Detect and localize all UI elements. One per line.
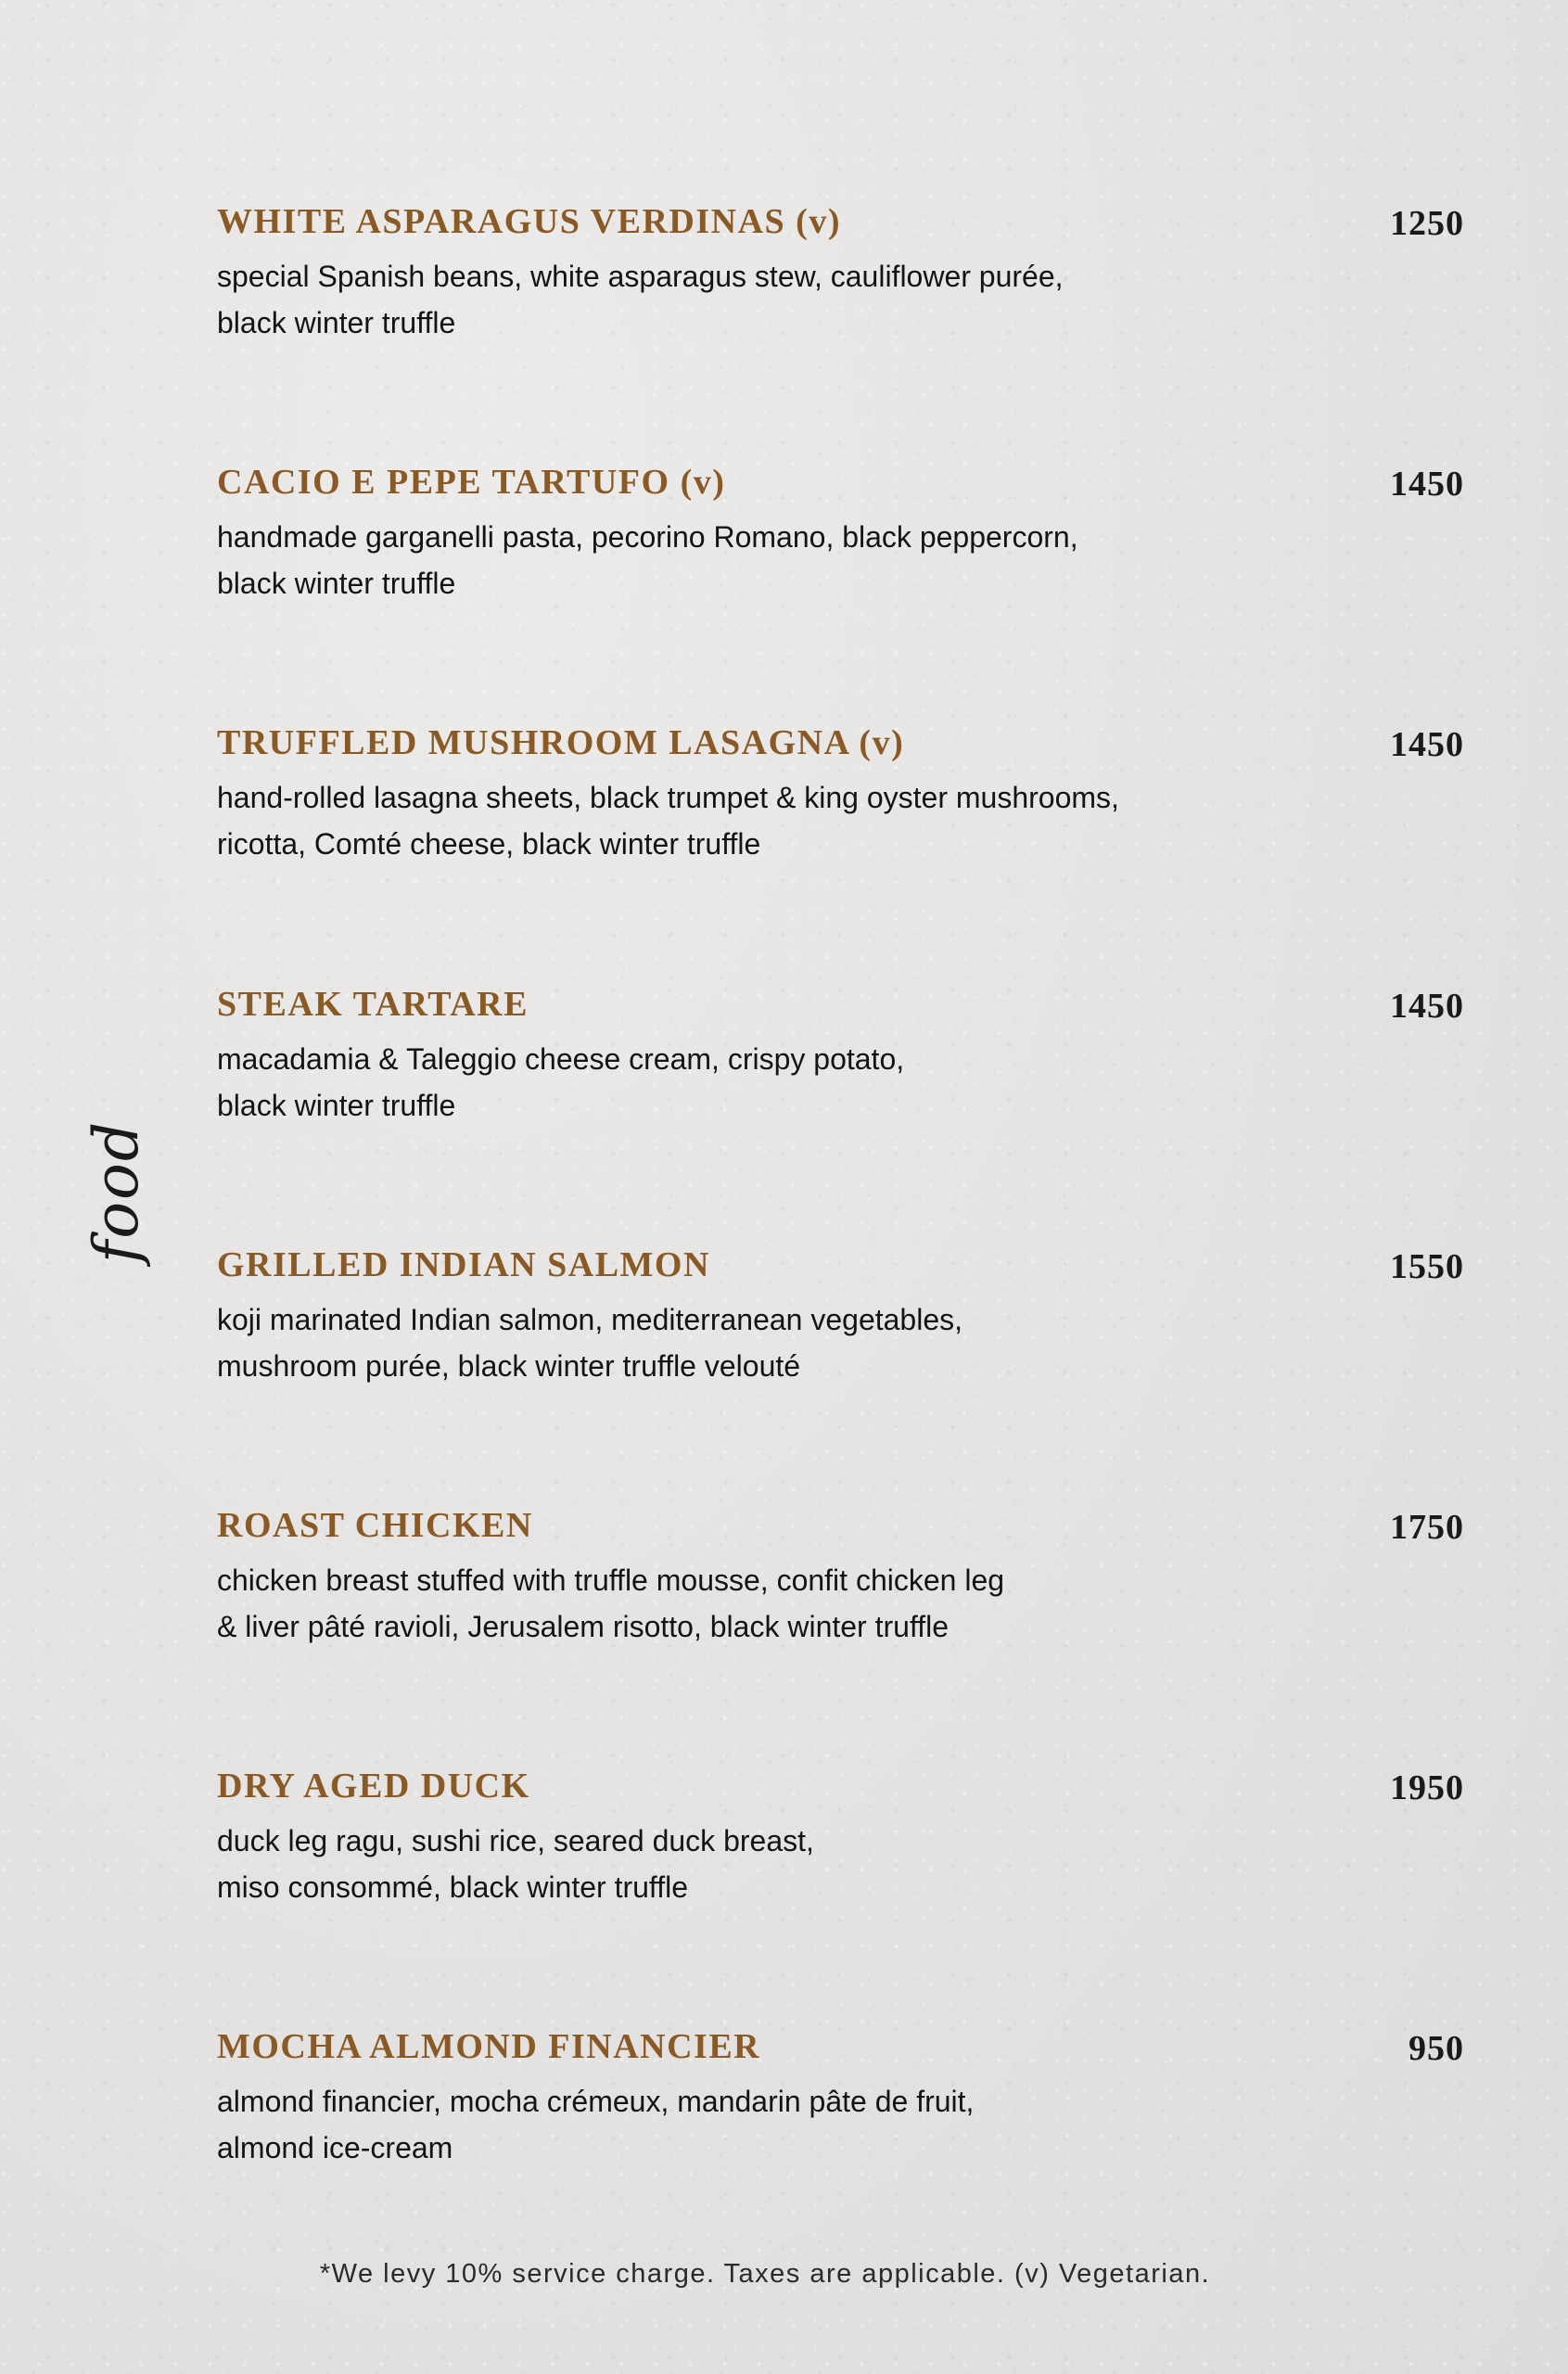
item-name: MOCHA ALMOND FINANCIER xyxy=(217,2027,761,2066)
item-price: 1250 xyxy=(1390,204,1464,243)
item-description xyxy=(217,2078,974,2171)
item-description-line: handmade garganelli pasta, pecorino Romano, black peppercorn, xyxy=(217,520,1078,554)
item-name: DRY AGED DUCK xyxy=(217,1767,530,1806)
item-description xyxy=(217,514,1078,606)
item-description-line: koji marinated Indian salmon, mediterranean vegetables, xyxy=(217,1303,963,1336)
item-description xyxy=(217,774,1119,867)
item-name: STEAK TARTARE xyxy=(217,985,529,1024)
item-description-line: hand-rolled lasagna sheets, black trumpet & king oyster mushrooms, xyxy=(217,781,1119,814)
item-description xyxy=(217,253,1064,346)
item-price: 1950 xyxy=(1390,1768,1464,1807)
item-price: 1450 xyxy=(1390,725,1464,764)
item-description-line: mushroom purée, black winter truffle velouté xyxy=(217,1349,801,1383)
section-label-food: food xyxy=(80,1119,152,1264)
item-description-line: & liver pâté ravioli, Jerusalem risotto, black winter truffle xyxy=(217,1610,950,1643)
item-description-line: black winter truffle xyxy=(217,1089,456,1122)
service-charge-footnote: *We levy 10% service charge. Taxes are applicable. (v) Vegetarian. xyxy=(319,2259,1211,2289)
item-description-line: chicken breast stuffed with truffle mousse, confit chicken leg xyxy=(217,1564,1005,1597)
item-price: 1450 xyxy=(1390,465,1464,504)
item-name: CACIO E PEPE TARTUFO (v) xyxy=(217,463,726,502)
item-description-line: black winter truffle xyxy=(217,567,456,600)
item-name: TRUFFLED MUSHROOM LASAGNA (v) xyxy=(217,723,905,762)
item-description-line: macadamia & Taleggio cheese cream, crispy potato, xyxy=(217,1042,905,1076)
menu-item xyxy=(217,1505,1464,1691)
menu-item xyxy=(217,1766,1464,1951)
item-description xyxy=(217,1818,814,1910)
item-name: GRILLED INDIAN SALMON xyxy=(217,1245,710,1284)
item-description xyxy=(217,1296,962,1389)
menu-item xyxy=(217,984,1464,1169)
item-description xyxy=(217,1557,1004,1650)
item-price: 1450 xyxy=(1390,987,1464,1026)
item-description-line: miso consommé, black winter truffle xyxy=(217,1870,689,1904)
item-price: 1750 xyxy=(1390,1508,1464,1547)
item-price: 1550 xyxy=(1390,1247,1464,1286)
item-description-line: ricotta, Comté cheese, black winter truffle xyxy=(217,827,761,861)
menu-item xyxy=(217,2026,1464,2212)
item-description-line: black winter truffle xyxy=(217,306,456,339)
menu-item xyxy=(217,462,1464,647)
menu-item xyxy=(217,1244,1464,1430)
item-name: WHITE ASPARAGUS VERDINAS (v) xyxy=(217,202,841,241)
item-description xyxy=(217,1036,904,1129)
item-description-line: almond ice-cream xyxy=(217,2131,453,2164)
menu-item xyxy=(217,201,1464,387)
item-price: 950 xyxy=(1409,2029,1464,2068)
menu-item xyxy=(217,722,1464,908)
item-description-line: almond financier, mocha crémeux, mandarin pâte de fruit, xyxy=(217,2085,975,2118)
item-description-line: special Spanish beans, white asparagus stew, cauliflower purée, xyxy=(217,260,1064,293)
item-description-line: duck leg ragu, sushi rice, seared duck breast, xyxy=(217,1824,814,1857)
item-name: ROAST CHICKEN xyxy=(217,1506,533,1545)
